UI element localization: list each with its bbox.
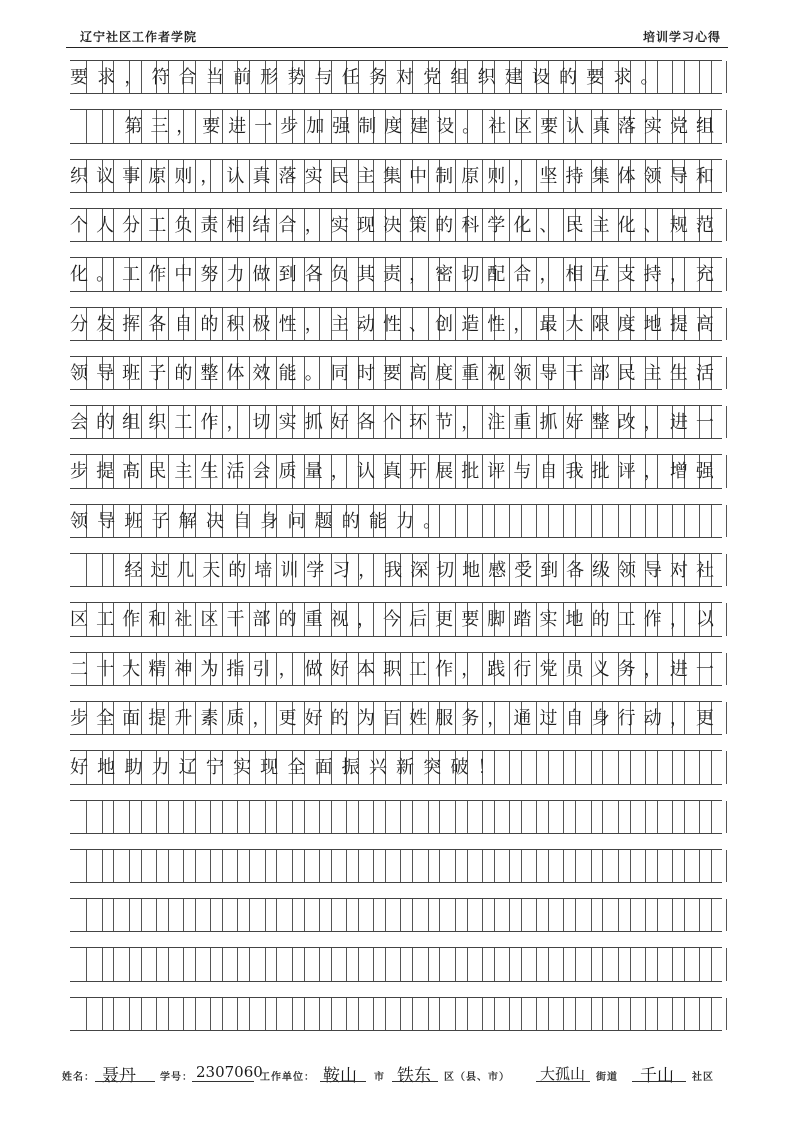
handwritten-line: 会的组织工作，切实抓好各个环节，注重抓好整改，进一 <box>70 412 722 434</box>
grid-cell-separator <box>439 899 455 931</box>
grid-cell-separator <box>684 998 700 1030</box>
grid-cell-separator <box>630 850 646 882</box>
student-id-label: 学号： <box>160 1072 193 1083</box>
grid-cell-separator <box>86 110 102 142</box>
district-value: 铁东 <box>397 1066 431 1086</box>
street-label: 街道 <box>596 1072 618 1083</box>
grid-cell-separator <box>249 850 265 882</box>
grid-cell-separator <box>195 998 211 1030</box>
city-value: 鞍山 <box>323 1066 357 1086</box>
grid-cell-separator <box>141 899 157 931</box>
grid-row <box>70 750 722 784</box>
grid-cell-separator <box>86 801 102 833</box>
grid-cell-separator <box>684 751 700 783</box>
grid-cell-separator <box>113 899 129 931</box>
handwritten-line: 区工作和社区干部的重视，今后更要脚踏实地的工作，以 <box>70 609 722 631</box>
grid-cell-separator <box>684 505 700 537</box>
city-label: 市 <box>374 1072 385 1083</box>
street-underline <box>536 1081 590 1082</box>
grid-cell-separator <box>657 505 673 537</box>
grid-cell-separator <box>575 998 591 1030</box>
handwritten-line: 步全面提升素质，更好的为百姓服务，通过自身行动，更 <box>70 707 722 729</box>
handwritten-line: 化。工作中努力做到各负其责，密切配合，相互支持，充 <box>70 264 722 286</box>
grid-cell-separator <box>575 801 591 833</box>
grid-row <box>70 257 722 291</box>
grid-cell-separator <box>222 948 238 980</box>
grid-cell-separator <box>358 948 374 980</box>
grid-cell-separator <box>630 899 646 931</box>
grid-row <box>70 208 722 242</box>
grid-cell-separator <box>630 751 646 783</box>
grid-cell-separator <box>548 998 564 1030</box>
grid-cell-separator <box>168 899 184 931</box>
work-unit-label: 工作单位： <box>260 1072 315 1083</box>
grid-cell-separator <box>195 899 211 931</box>
grid-cell-separator <box>657 998 673 1030</box>
grid-cell-separator <box>195 801 211 833</box>
handwritten-line: 步提高民主生活会质量，认真开展批评与自我批评，增强 <box>70 461 722 483</box>
grid-cell-separator <box>113 850 129 882</box>
grid-cell-separator <box>494 899 510 931</box>
grid-cell-separator <box>521 948 537 980</box>
grid-cell-separator <box>168 998 184 1030</box>
header-rule <box>66 47 728 48</box>
street-value: 大孤山 <box>540 1065 586 1083</box>
grid-cell-separator <box>358 801 374 833</box>
grid-cell-separator <box>602 751 618 783</box>
grid-cell-separator <box>249 948 265 980</box>
grid-row <box>70 602 722 636</box>
grid-cell-separator <box>276 899 292 931</box>
grid-cell-separator <box>575 948 591 980</box>
grid-cell-separator <box>684 948 700 980</box>
grid-cell-separator <box>86 554 102 586</box>
grid-cell-separator <box>385 850 401 882</box>
grid-cell-separator <box>575 505 591 537</box>
community-value: 千山 <box>640 1066 674 1086</box>
grid-cell-separator <box>358 899 374 931</box>
name-label: 姓名： <box>62 1072 95 1083</box>
name-underline <box>95 1081 155 1082</box>
document-category: 培训学习心得 <box>642 30 721 44</box>
grid-cell-separator <box>385 801 401 833</box>
student-info-footer <box>0 1055 799 1095</box>
grid-cell-separator <box>684 899 700 931</box>
grid-cell-separator <box>412 850 428 882</box>
handwritten-line: 好地助力辽宁实现全面振兴新突破！ <box>70 757 505 779</box>
grid-cell-separator <box>657 899 673 931</box>
grid-cell-separator <box>521 801 537 833</box>
grid-cell-separator <box>439 850 455 882</box>
handwritten-line: 领导班子解决自身问题的能力。 <box>70 510 451 532</box>
grid-cell-separator <box>711 61 727 93</box>
grid-cell-separator <box>439 948 455 980</box>
grid-cell-separator <box>276 850 292 882</box>
name-value: 聂丹 <box>102 1066 136 1086</box>
grid-cell-separator <box>141 801 157 833</box>
grid-cell-separator <box>657 801 673 833</box>
grid-row <box>70 405 722 439</box>
grid-cell-separator <box>711 899 727 931</box>
grid-cell-separator <box>711 850 727 882</box>
grid-cell-separator <box>494 948 510 980</box>
grid-cell-separator <box>439 801 455 833</box>
grid-row <box>70 356 722 390</box>
grid-cell-separator <box>630 948 646 980</box>
grid-row <box>70 109 722 143</box>
grid-cell-separator <box>331 801 347 833</box>
grid-cell-separator <box>195 948 211 980</box>
grid-cell-separator <box>711 751 727 783</box>
grid-cell-separator <box>467 801 483 833</box>
grid-cell-separator <box>222 998 238 1030</box>
grid-cell-separator <box>684 801 700 833</box>
grid-cell-separator <box>168 801 184 833</box>
grid-cell-separator <box>548 751 564 783</box>
grid-cell-separator <box>222 801 238 833</box>
grid-cell-separator <box>548 505 564 537</box>
grid-row <box>70 898 722 932</box>
handwritten-line: 经过几天的培训学习，我深切地感受到各级领导对社 <box>124 560 722 581</box>
grid-cell-separator <box>412 948 428 980</box>
grid-cell-separator <box>602 998 618 1030</box>
handwritten-line: 分发挥各自的积极性，主动性、创造性，最大限度地提高 <box>70 313 722 335</box>
grid-cell-separator <box>331 899 347 931</box>
grid-cell-separator <box>141 948 157 980</box>
grid-cell-separator <box>602 505 618 537</box>
grid-cell-separator <box>575 850 591 882</box>
grid-cell-separator <box>168 850 184 882</box>
grid-cell-separator <box>141 850 157 882</box>
handwritten-line: 要求，符合当前形势与任务对党组织建设的要求。 <box>70 67 668 88</box>
student-id-underline <box>192 1081 254 1082</box>
grid-row <box>70 997 722 1031</box>
grid-cell-separator <box>113 948 129 980</box>
grid-cell-separator <box>385 899 401 931</box>
grid-cell-separator <box>276 998 292 1030</box>
student-id-value: 2307060 <box>196 1063 263 1081</box>
grid-row <box>70 307 722 341</box>
district-underline <box>392 1081 438 1082</box>
grid-cell-separator <box>304 948 320 980</box>
grid-cell-separator <box>86 998 102 1030</box>
grid-cell-separator <box>711 998 727 1030</box>
grid-cell-separator <box>304 899 320 931</box>
grid-cell-separator <box>467 899 483 931</box>
grid-cell-separator <box>467 948 483 980</box>
grid-cell-separator <box>222 899 238 931</box>
grid-cell-separator <box>385 948 401 980</box>
grid-cell-separator <box>385 998 401 1030</box>
grid-cell-separator <box>494 998 510 1030</box>
handwritten-line: 二十大精神为指引，做好本职工作，践行党员义务，进一 <box>70 658 722 680</box>
grid-cell-separator <box>467 505 483 537</box>
grid-cell-separator <box>630 801 646 833</box>
handwritten-line: 个人分工负责相结合，实现决策的科学化、民主化、规范 <box>70 214 722 236</box>
grid-row <box>70 159 722 193</box>
grid-cell-separator <box>439 998 455 1030</box>
grid-cell-separator <box>222 850 238 882</box>
grid-cell-separator <box>467 998 483 1030</box>
grid-cell-separator <box>494 850 510 882</box>
grid-row <box>70 701 722 735</box>
grid-cell-separator <box>494 505 510 537</box>
grid-row <box>70 454 722 488</box>
city-underline <box>320 1081 366 1082</box>
grid-cell-separator <box>86 850 102 882</box>
grid-cell-separator <box>521 998 537 1030</box>
grid-cell-separator <box>521 899 537 931</box>
grid-cell-separator <box>304 850 320 882</box>
grid-cell-separator <box>602 801 618 833</box>
grid-cell-separator <box>304 998 320 1030</box>
community-underline <box>632 1081 686 1082</box>
grid-cell-separator <box>711 801 727 833</box>
grid-cell-separator <box>602 899 618 931</box>
grid-cell-separator <box>494 801 510 833</box>
grid-cell-separator <box>684 850 700 882</box>
grid-cell-separator <box>521 751 537 783</box>
grid-cell-separator <box>331 850 347 882</box>
grid-cell-separator <box>602 850 618 882</box>
grid-cell-separator <box>602 948 618 980</box>
grid-cell-separator <box>521 505 537 537</box>
grid-row <box>70 553 722 587</box>
grid-cell-separator <box>331 998 347 1030</box>
grid-cell-separator <box>113 998 129 1030</box>
grid-cell-separator <box>304 801 320 833</box>
grid-row <box>70 849 722 883</box>
grid-cell-separator <box>358 850 374 882</box>
grid-cell-separator <box>113 801 129 833</box>
grid-cell-separator <box>249 899 265 931</box>
grid-cell-separator <box>657 850 673 882</box>
grid-cell-separator <box>521 850 537 882</box>
grid-cell-separator <box>412 801 428 833</box>
grid-cell-separator <box>575 751 591 783</box>
grid-row <box>70 652 722 686</box>
grid-cell-separator <box>548 948 564 980</box>
grid-cell-separator <box>86 899 102 931</box>
grid-cell-separator <box>249 801 265 833</box>
manuscript-grid <box>70 60 722 1046</box>
handwritten-line: 领导班子的整体效能。同时要高度重视领导干部民主生活 <box>70 362 722 384</box>
community-label: 社区 <box>692 1072 714 1083</box>
handwritten-line: 织议事原则，认真落实民主集中制原则，坚持集体领导和 <box>70 165 722 187</box>
grid-cell-separator <box>195 850 211 882</box>
grid-cell-separator <box>684 61 700 93</box>
grid-cell-separator <box>141 998 157 1030</box>
grid-row <box>70 60 722 94</box>
district-label: 区（县、市） <box>444 1072 510 1083</box>
grid-cell-separator <box>412 899 428 931</box>
grid-cell-separator <box>276 948 292 980</box>
grid-cell-separator <box>276 801 292 833</box>
grid-cell-separator <box>412 998 428 1030</box>
grid-cell-separator <box>548 899 564 931</box>
grid-cell-separator <box>86 948 102 980</box>
page-header <box>0 0 799 60</box>
grid-cell-separator <box>657 751 673 783</box>
grid-cell-separator <box>630 505 646 537</box>
grid-cell-separator <box>249 998 265 1030</box>
grid-cell-separator <box>358 998 374 1030</box>
grid-row <box>70 947 722 981</box>
school-name: 辽宁社区工作者学院 <box>80 30 198 44</box>
grid-cell-separator <box>548 801 564 833</box>
grid-cell-separator <box>575 899 591 931</box>
handwritten-line: 第三，要进一步加强制度建设。社区要认真落实党组 <box>124 116 722 138</box>
grid-cell-separator <box>331 948 347 980</box>
grid-cell-separator <box>467 850 483 882</box>
grid-cell-separator <box>548 850 564 882</box>
grid-cell-separator <box>711 948 727 980</box>
grid-cell-separator <box>168 948 184 980</box>
grid-cell-separator <box>711 505 727 537</box>
grid-cell-separator <box>657 948 673 980</box>
grid-row <box>70 800 722 834</box>
grid-cell-separator <box>630 998 646 1030</box>
grid-row <box>70 504 722 538</box>
